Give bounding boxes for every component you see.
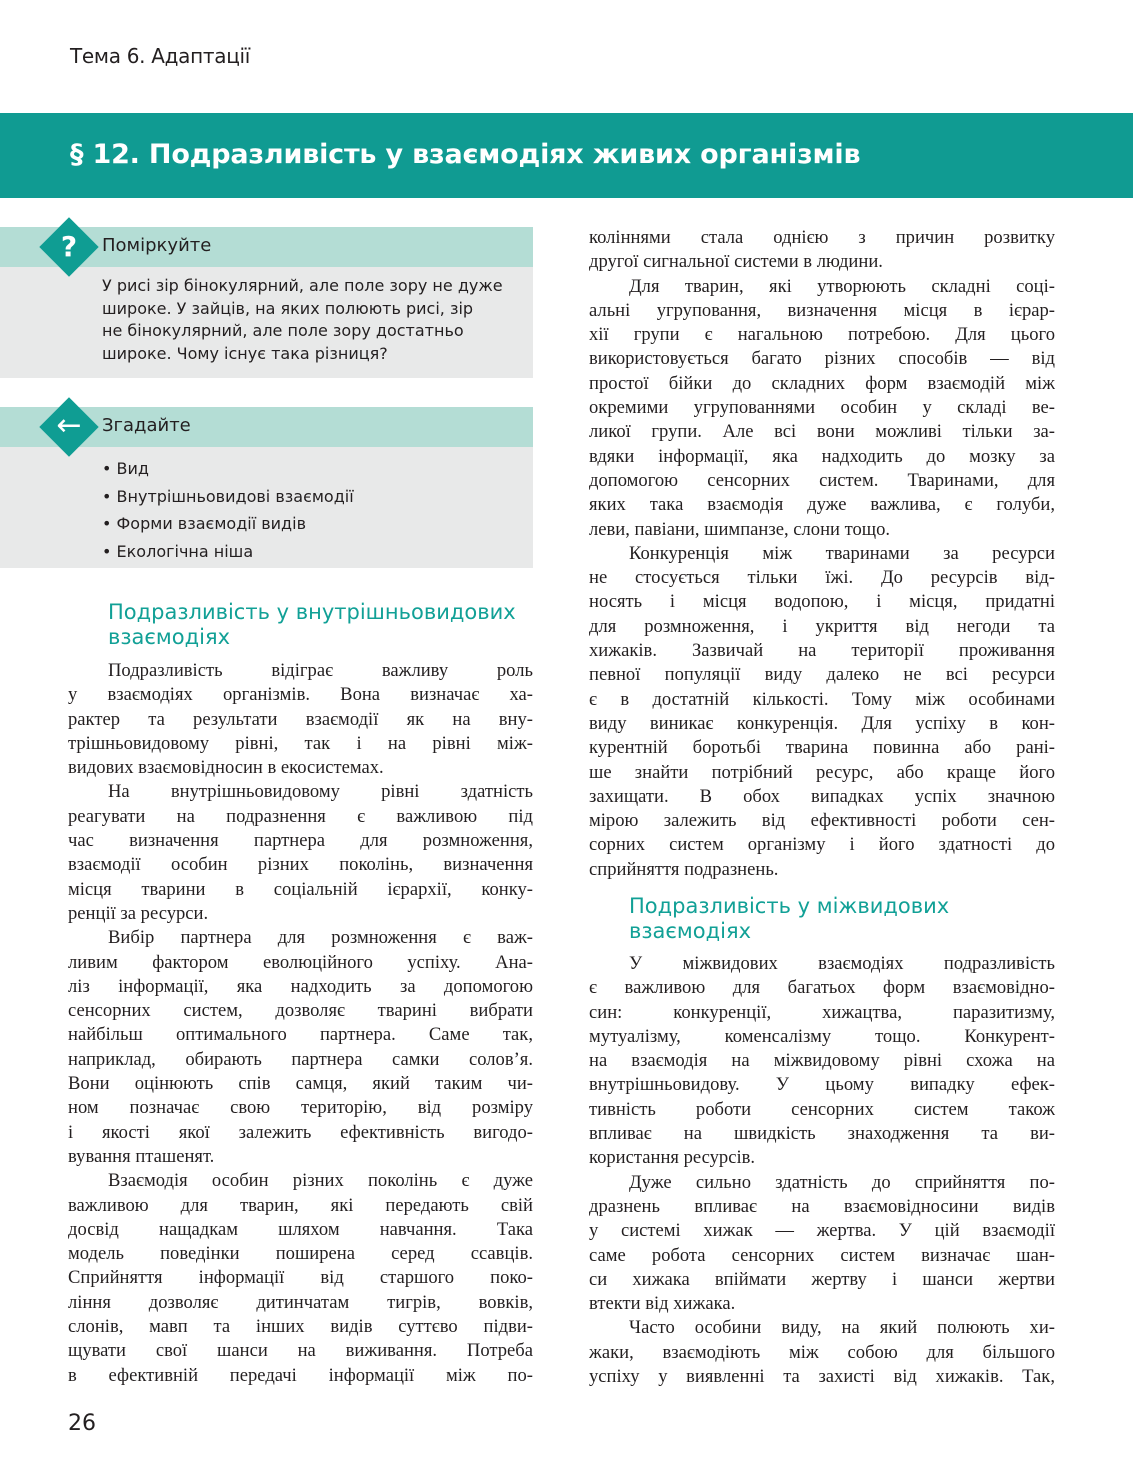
recall-item: • Вид — [102, 455, 354, 483]
recall-item: • Форми взаємодії видів — [102, 510, 354, 538]
section2-heading-line: Подразливість у міжвидових — [629, 894, 950, 918]
text-line: модель поведінки поширена серед ссавців. — [68, 1243, 533, 1265]
recall-list — [102, 455, 354, 565]
think-box — [0, 227, 533, 378]
think-box-label: Поміркуйте — [102, 235, 212, 256]
text-line: досвід нащадкам шляхом навчання. Така — [68, 1218, 533, 1240]
text-line: успіху у виявленні та захисті від хижаків. Так, — [589, 1366, 1055, 1388]
text-line: сорних систем організму і його здатності до — [589, 834, 1055, 856]
text-line: наприклад, обирають партнера самки солов’я. — [68, 1048, 533, 1070]
text-line: час визначення партнера для розмноження, — [68, 830, 533, 852]
section1-heading — [108, 600, 516, 650]
text-line: На внутрішньовидовому рівні здатність — [108, 781, 533, 803]
text-line: саме робота сенсорних систем визначає шан- — [589, 1244, 1055, 1266]
section1-heading-line: взаємодіях — [108, 625, 231, 649]
text-line: ливим фактором еволюційного успіху. Ана- — [68, 951, 533, 973]
text-line: вування пташенят. — [68, 1145, 215, 1167]
text-line: леви, павіани, шимпанзе, слони тощо. — [589, 518, 891, 540]
recall-box-label: Згадайте — [102, 415, 191, 436]
text-line: ном позначає свою територію, від розміру — [68, 1097, 533, 1119]
section2-heading-line: взаємодіях — [629, 919, 752, 943]
think-line: не бінокулярний, але поле зору достатньо — [102, 321, 464, 340]
text-line: Сприйняття інформації від старшого поко- — [68, 1267, 533, 1289]
text-line: яких така взаємодія дуже важлива, є голуби, — [589, 494, 1055, 516]
think-line: широке. Чому існує така різниця? — [102, 343, 388, 363]
text-line: окремими угрупованнями особин у складі ве- — [589, 397, 1055, 419]
text-line: реагувати на подразнення є важливою під — [68, 805, 533, 827]
text-line: місця тварини в соціальній ієрархії, конку- — [68, 878, 533, 900]
text-line: впливає на швидкість знаходження та ви- — [589, 1123, 1055, 1145]
text-line: Взаємодія особин різних поколінь є дуже — [108, 1170, 533, 1192]
page-title: § 12. Подразливість у взаємодіях живих організмів — [70, 139, 861, 170]
text-line: ликої групи. Але всі вони можливі тільки за- — [589, 421, 1055, 443]
text-line: простої бійки до складних форм взаємодій між — [589, 372, 1055, 394]
text-line: щувати свої шанси на виживання. Потреба — [68, 1340, 533, 1362]
recall-item: • Внутрішньовидові взаємодії — [102, 483, 354, 511]
text-line: Дуже сильно здатність до сприйняття по- — [629, 1171, 1055, 1193]
text-line: у взаємодіях організмів. Вона визначає ха- — [68, 684, 533, 706]
text-line: слонів, мавп та інших видів суттєво підви- — [68, 1316, 533, 1338]
text-line: у системі хижак — жертва. У цій взаємодії — [589, 1220, 1055, 1242]
text-line: дразнень впливає на взаємовідносини видів — [589, 1195, 1055, 1217]
text-line: на взаємодія на міжвидовому рівні схожа на — [589, 1050, 1055, 1072]
text-line: певної популяції виду далеко не всі ресурси — [589, 664, 1055, 686]
text-line: курентній боротьбі тварина повинна або рані- — [589, 737, 1055, 759]
text-line: тивність роботи сенсорних систем також — [589, 1098, 1055, 1120]
text-line: Конкуренція між тваринами за ресурси — [629, 542, 1055, 564]
text-line: важливою для тварин, які передають свій — [68, 1194, 533, 1216]
text-line: для розмноження, і укриття від негоди та — [589, 615, 1055, 637]
arrow-left-icon: ← — [56, 408, 82, 443]
text-line: Вибір партнера для розмноження є важ- — [108, 927, 533, 949]
text-line: видових взаємовідносин в екосистемах. — [68, 757, 384, 779]
text-line: си хижака впіймати жертву і шанси жертви — [589, 1268, 1055, 1290]
text-line: другої сигнальної системи в людини. — [589, 251, 883, 273]
text-line: Для тварин, які утворюють складні соці- — [629, 275, 1055, 297]
text-line: коліннями стала однією з причин розвитку — [589, 227, 1055, 248]
text-line: альні угруповання, визначення місця в ієрар- — [589, 299, 1055, 321]
think-line: У рисі зір бінокулярний, але поле зору не дуже — [102, 276, 503, 295]
section2-text — [589, 952, 1055, 1389]
running-head: Тема 6. Адаптації — [70, 44, 251, 68]
text-line: сприйняття подразнень. — [589, 858, 779, 880]
left-column-text — [68, 659, 533, 1388]
text-line: носять і місця водопою, і місця, придатні — [589, 591, 1055, 613]
text-line: взаємодії особин різних поколінь, визначення — [68, 854, 533, 876]
text-line: хижаків. Зазвичай на території проживання — [589, 640, 1055, 662]
page-number: 26 — [68, 1411, 96, 1436]
text-line: хії групи є нагальною потребою. Для цього — [589, 324, 1055, 346]
think-box-text — [102, 275, 522, 365]
text-line: є в достатній кількості. Тому між особинами — [589, 688, 1055, 710]
text-line: ліз інформації, яка надходить за допомогою — [68, 975, 533, 997]
text-line: мутуалізму, коменсалізму тощо. Конкурент- — [589, 1025, 1055, 1047]
text-line: ше знайти потрібний ресурс, або краще його — [589, 761, 1055, 783]
text-line: трішньовидовому рівні, так і на рівні між- — [68, 732, 533, 754]
text-line: виду виникає конкуренція. Для успіху в кон- — [589, 712, 1055, 734]
text-line: є важливою для багатьох форм взаємовідно- — [589, 977, 1055, 999]
text-line: в ефективній передачі інформації між по- — [68, 1364, 533, 1386]
text-line: не стосується тільки їжі. До ресурсів від- — [589, 567, 1055, 589]
text-line: користання ресурсів. — [589, 1147, 756, 1169]
text-line: допомогою сенсорних систем. Тваринами, для — [589, 469, 1055, 491]
section2-heading — [629, 894, 949, 944]
text-line: жаки, взаємодіють між собою для більшого — [589, 1341, 1055, 1363]
text-line: У міжвидових взаємодіях подразливість — [629, 953, 1055, 974]
text-line: Вони оцінюють спів самця, який таким чи- — [68, 1073, 533, 1095]
recall-item: • Екологічна ніша — [102, 538, 354, 566]
right-column-text — [589, 226, 1055, 882]
text-line: найбільш оптимального партнера. Саме так, — [68, 1024, 533, 1046]
text-line: ління дозволяє дитинчатам тигрів, вовків, — [68, 1291, 533, 1313]
recall-box — [0, 407, 533, 568]
text-line: мірою залежить від ефективності роботи сен- — [589, 810, 1055, 832]
text-line: використовується багато різних способів — від — [589, 348, 1055, 370]
text-line: Подразливість відіграє важливу роль — [108, 660, 533, 681]
text-line: сенсорних систем, дозволяє тварині вибрати — [68, 1000, 533, 1022]
text-line: вдяки інформації, яка надходить до мозку за — [589, 445, 1055, 467]
text-line: захищати. В обох випадках успіх значною — [589, 785, 1055, 807]
text-line: втекти від хижака. — [589, 1293, 736, 1315]
think-line: широке. У зайців, на яких полюють рисі, зір — [102, 298, 474, 318]
text-line: внутрішньовидову. У цьому випадку ефек- — [589, 1074, 1055, 1096]
question-mark-icon: ? — [60, 230, 78, 263]
text-line: ренції за ресурси. — [68, 902, 209, 924]
section1-heading-line: Подразливість у внутрішньовидових — [108, 600, 516, 624]
text-line: і якості якої залежить ефективність вигодо- — [68, 1121, 533, 1143]
text-line: рактер та результати взаємодії як на вну- — [68, 708, 533, 730]
text-line: син: конкуренції, хижацтва, паразитизму, — [589, 1001, 1055, 1023]
text-line: Часто особини виду, на який полюють хи- — [629, 1317, 1055, 1339]
